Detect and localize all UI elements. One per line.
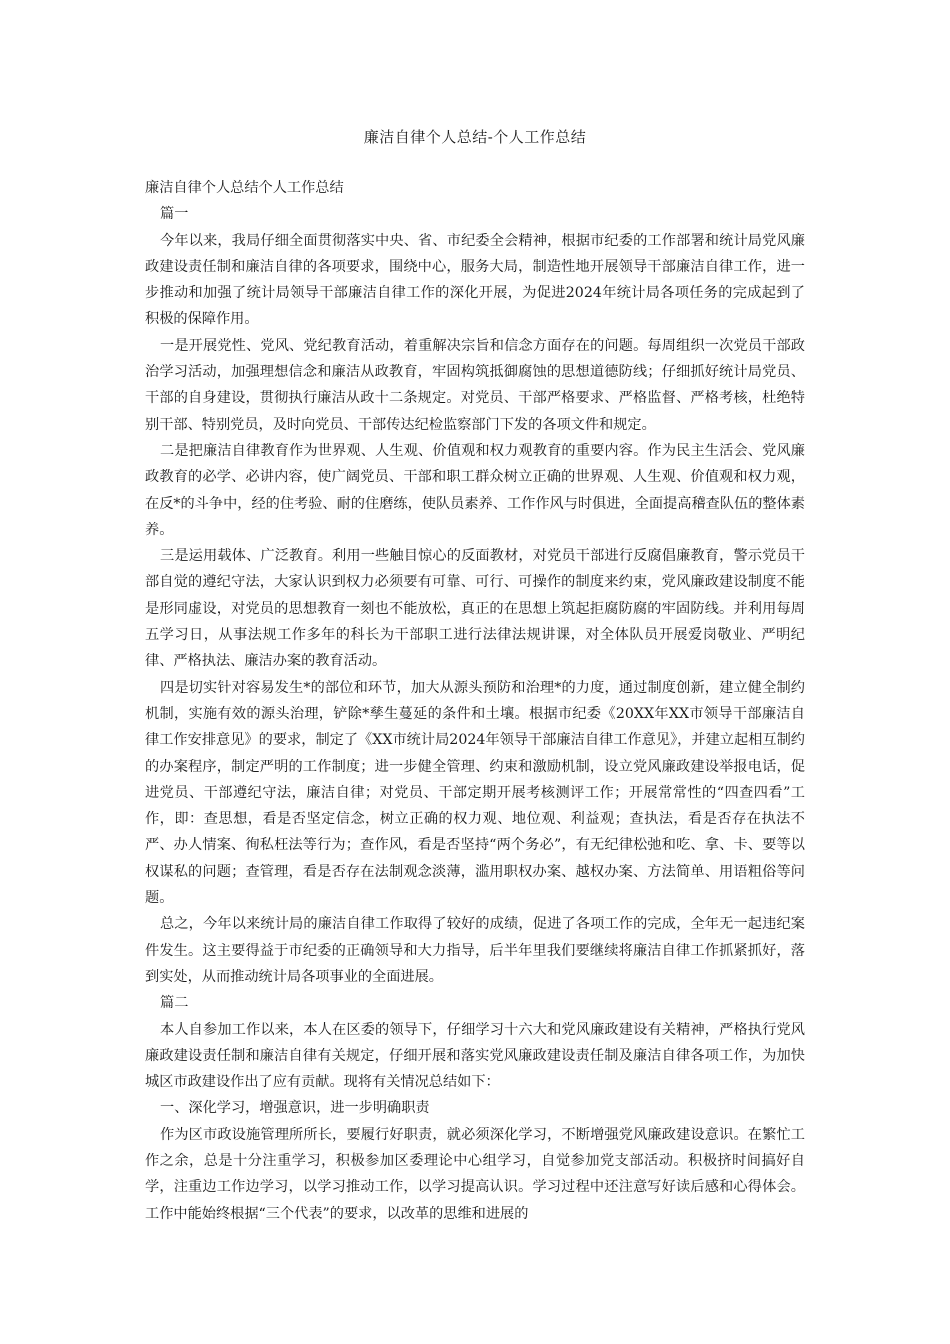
document-body bbox=[145, 175, 805, 1227]
paragraph: 二是把廉洁自律教育作为世界观、人生观、价值观和权力观教育的重要内容。作为民主生活会、党风廉政教育的必学、必讲内容，使广阔党员、干部和职工群众树立正确的世界观、人生观、价值观和权力观，在反*的斗争中，经的住考验、耐的住磨练，使队员素养、工作作风与时俱进，全面提高稽查队伍的整体素养。 bbox=[145, 442, 805, 538]
paragraph: 作为区市政设施管理所所长，要履行好职责，就必须深化学习，不断增强党风廉政建设意识。在繁忙工作之余，总是十分注重学习，积极参加区委理论中心组学习，自觉参加党支部活动。积极挤时间搞好自学，注重边工作边学习，以学习推动工作，以学习提高认识。学习过程中还注意写好读后感和心得体会。工作中能始终根据“三个代表”的要求，以改革的思维和进展的 bbox=[145, 1126, 805, 1222]
document-subtitle: 廉洁自律个人总结个人工作总结 bbox=[145, 180, 344, 196]
paragraph: 本人自参加工作以来，本人在区委的领导下，仔细学习十六大和党风廉政建设有关精神，严格执行党风廉政建设责任制和廉洁自律有关规定，仔细开展和落实党风廉政建设责任制及廉洁自律各项工作，为加快城区市政建设作出了应有贡献。现将有关情况总结如下： bbox=[145, 1021, 805, 1091]
paragraph: 一是开展党性、党风、党纪教育活动，着重解决宗旨和信念方面存在的问题。每周组织一次党员干部政治学习活动，加强理想信念和廉洁从政教育，牢固构筑抵御腐蚀的思想道德防线；仔细抓好统计局党员、干部的自身建设，贯彻执行廉洁从政十二条规定。对党员、干部严格要求、严格监督、严格考核，杜绝特别干部、特别党员，及时向党员、干部传达纪检监察部门下发的各项文件和规定。 bbox=[145, 337, 805, 433]
paragraph: 总之，今年以来统计局的廉洁自律工作取得了较好的成绩，促进了各项工作的完成，全年无一起违纪案件发生。这主要得益于市纪委的正确领导和大力指导，后半年里我们要继续将廉洁自律工作抓紧抓好，落到实处，从而推动统计局各项事业的全面进展。 bbox=[145, 916, 805, 985]
subheading: 一、深化学习，增强意识，进一步明确职责 bbox=[160, 1100, 430, 1117]
paragraph: 今年以来，我局仔细全面贯彻落实中央、省、市纪委全会精神，根据市纪委的工作部署和统计局党风廉政建设责任制和廉洁自律的各项要求，围绕中心，服务大局，制造性地开展领导干部廉洁自律工作，进一步推动和加强了统计局领导干部廉洁自律工作的深化开展，为促进2024年统计局各项任务的完成起到了积极的保障作用。 bbox=[145, 232, 805, 328]
document-title: 廉洁自律个人总结-个人工作总结 bbox=[363, 128, 587, 146]
section-heading: 篇二 bbox=[160, 995, 189, 1012]
paragraph: 三是运用载体、广泛教育。利用一些触目惊心的反面教材，对党员干部进行反腐倡廉教育，警示党员干部自觉的遵纪守法，大家认识到权力必须要有可靠、可行、可操作的制度来约束，党风廉政建设制度不能是形同虚设，对党员的思想教育一刻也不能放松，真正的在思想上筑起拒腐防腐的牢固防线。并利用每周五学习日，从事法规工作多年的科长为干部职工进行法律法规讲课，对全体队员开展爱岗敬业、严明纪律、严格执法、廉洁办案的教育活动。 bbox=[145, 548, 805, 670]
paragraph: 四是切实针对容易发生*的部位和环节，加大从源头预防和治理*的力度，通过制度创新，建立健全制约机制，实施有效的源头治理，铲除*孳生蔓延的条件和土壤。根据市纪委《20XX年XX市领导干部廉洁自律工作安排意见》的要求，制定了《XX市统计局2024年领导干部廉洁自律工作意见》，并建立起相互制约的办案程序，制定严明的工作制度；进一步健全管理、约束和激励机制，设立党风廉政建设举报电话，促进党员、干部遵纪守法，廉洁自律；对党员、干部定期开展考核测评工作；开展常常性的“四查四看”工作，即：查思想，看是否坚定信念，树立正确的权力观、地位观、利益观；查执法，看是否存在执法不严、办人情案、徇私枉法等行为；查作风，看是否坚持“两个务必”，有无纪律松弛和吃、拿、卡、要等以权谋私的问题；查管理，看是否存在法制观念淡薄，滥用职权办案、越权办案、方法简单、用语粗俗等问题。 bbox=[145, 679, 805, 907]
section-heading: 篇一 bbox=[160, 206, 189, 223]
